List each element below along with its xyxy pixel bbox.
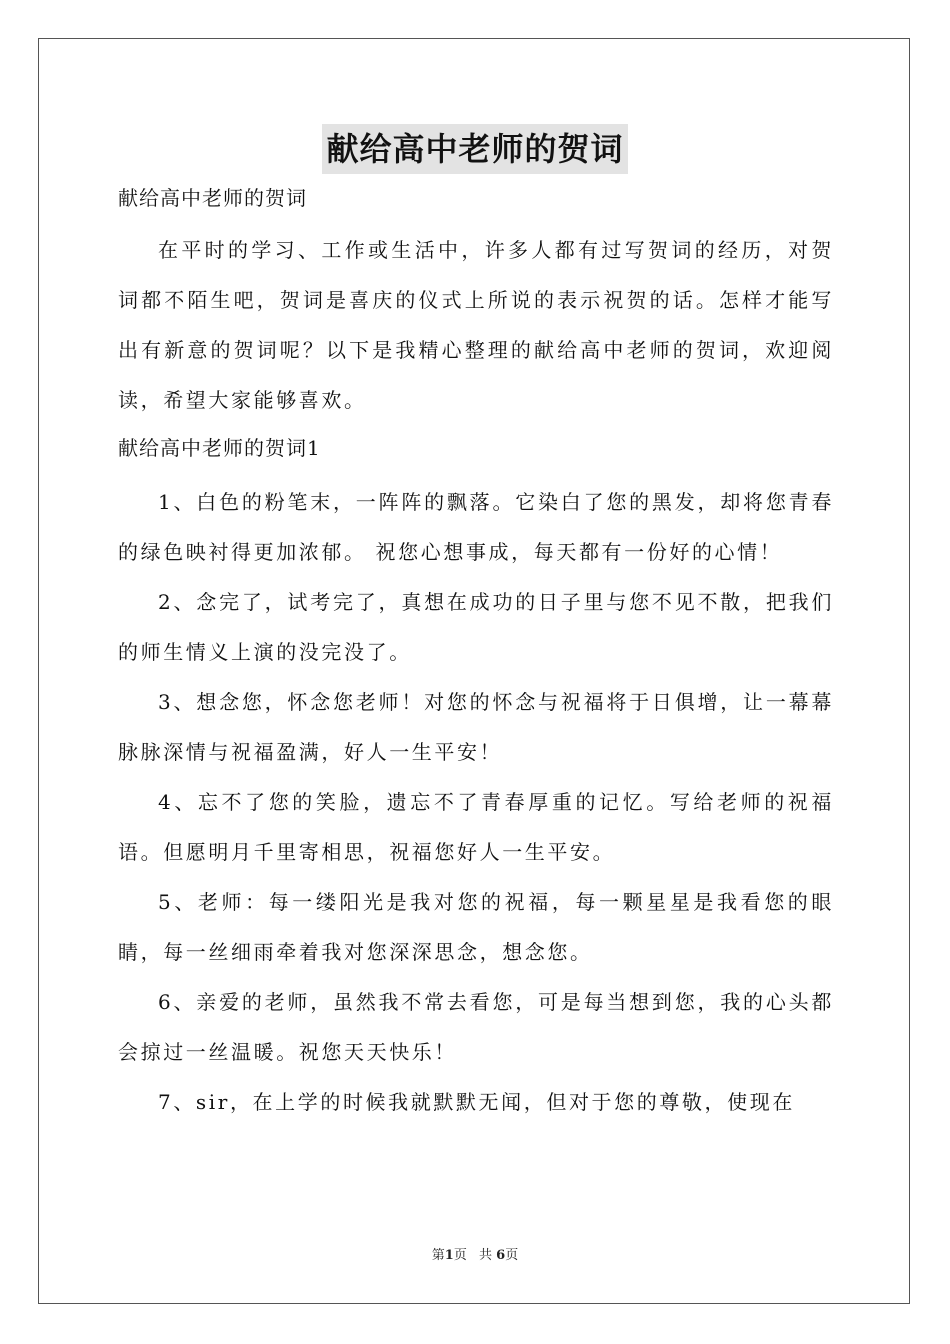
greeting-item-3: 3、想念您，怀念您老师！对您的怀念与祝福将于日俱增，让一幕幕脉脉深情与祝福盈满，好人一生平安！	[118, 690, 834, 764]
intro-paragraph: 在平时的学习、工作或生活中，许多人都有过写贺词的经历，对贺词都不陌生吧，贺词是喜庆的仪式上所说的表示祝贺的话。怎样才能写出有新意的贺词呢？以下是我精心整理的献给高中老师的贺词，欢迎阅读，希望大家能够喜欢。	[118, 238, 834, 412]
greeting-item-6: 6、亲爱的老师，虽然我不常去看您，可是每当想到您，我的心头都会掠过一丝温暖。祝您天天快乐！	[118, 990, 834, 1064]
greeting-item-1: 1、白色的粉笔末，一阵阵的飘落。它染白了您的黑发，却将您青春的绿色映衬得更加浓郁。 祝您心想事成，每天都有一份好的心情！	[118, 490, 834, 564]
page-number: 第1页	[431, 1248, 467, 1263]
page-total: 共 6页	[479, 1248, 519, 1263]
section-heading: 献给高中老师的贺词1	[118, 436, 321, 460]
greeting-item-7: 7、sir，在上学的时候我就默默无闻，但对于您的尊敬，使现在	[158, 1090, 795, 1114]
page-footer	[0, 1246, 950, 1266]
document-body	[118, 177, 834, 1127]
document-subtitle: 献给高中老师的贺词	[118, 186, 307, 210]
document-title: 献给高中老师的贺词	[322, 124, 627, 174]
greeting-item-2: 2、念完了，试考完了，真想在成功的日子里与您不见不散，把我们的师生情义上演的没完没了。	[118, 590, 834, 664]
greeting-item-4: 4、忘不了您的笑脸，遗忘不了青春厚重的记忆。写给老师的祝福语。但愿明月千里寄相思，祝福您好人一生平安。	[118, 790, 834, 864]
title-container	[0, 124, 950, 174]
greeting-item-5: 5、老师：每一缕阳光是我对您的祝福，每一颗星星是我看您的眼睛，每一丝细雨牵着我对您深深思念，想念您。	[118, 890, 834, 964]
